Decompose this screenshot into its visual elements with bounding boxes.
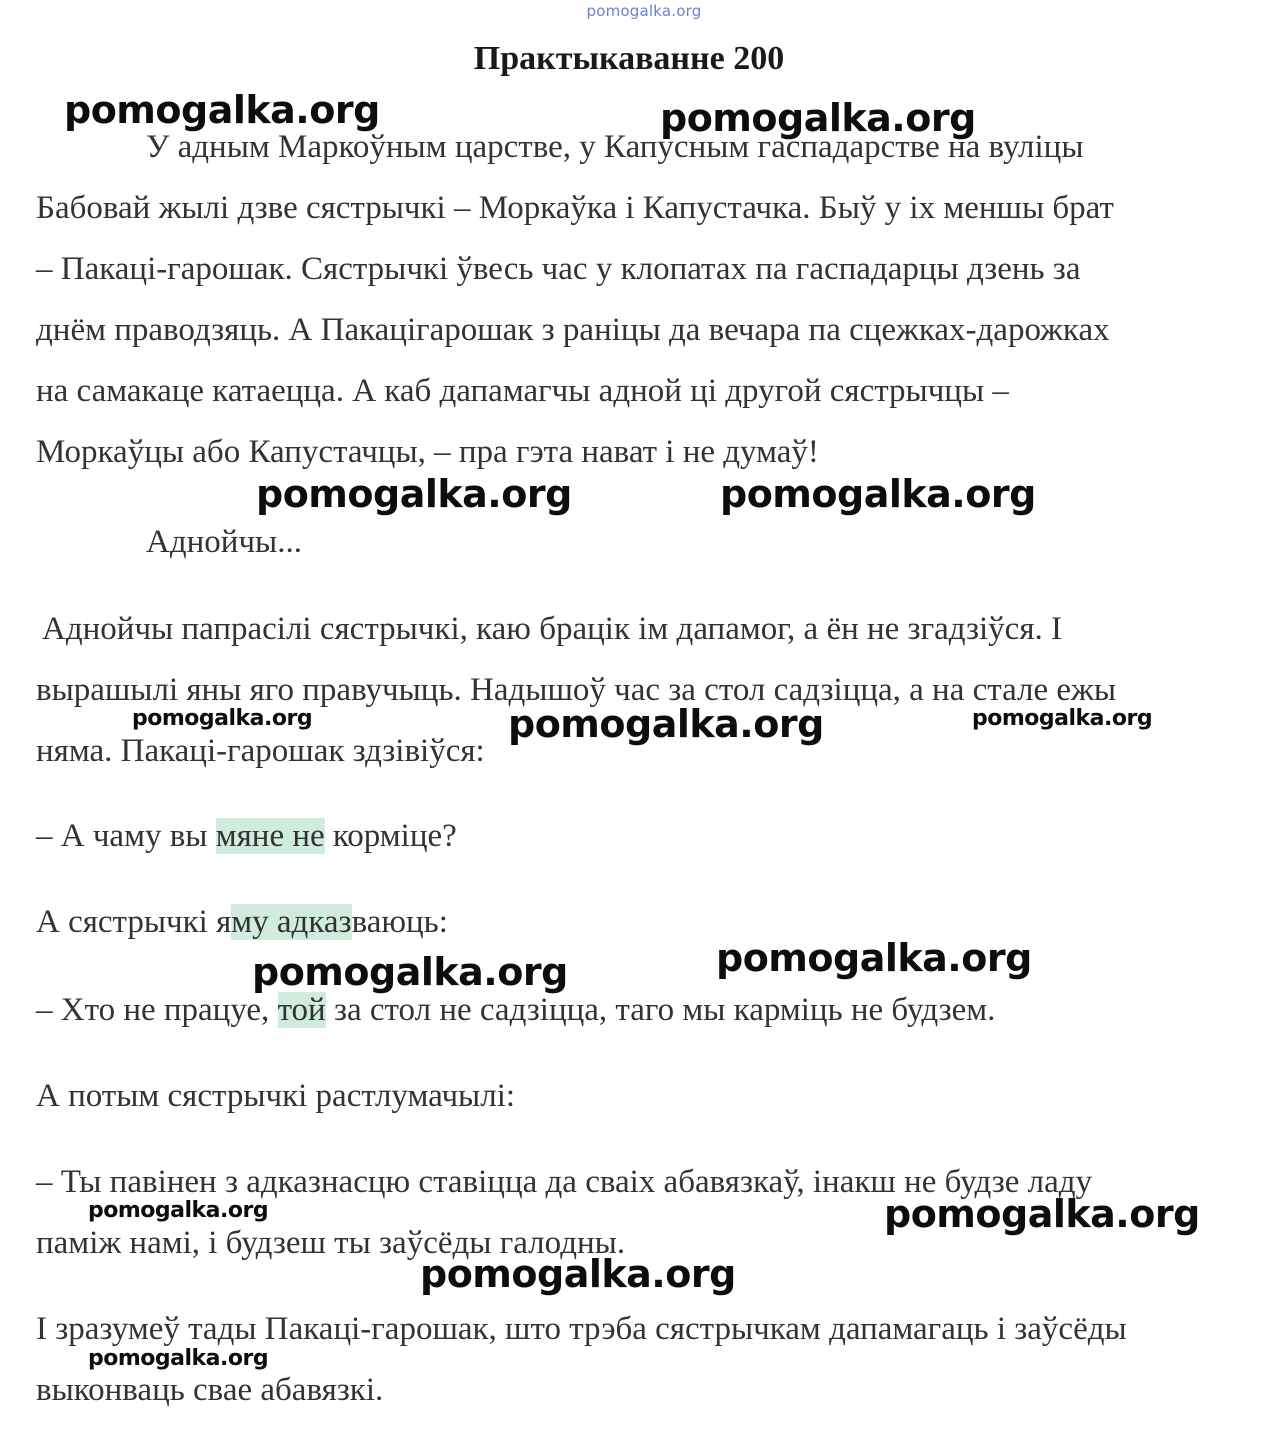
- watermark: pomogalka.org: [420, 1252, 736, 1296]
- text-line: на самакаце катаецца. А каб дапамагчы адной ці другой сястрычцы –: [36, 373, 1009, 409]
- watermark: pomogalka.org: [660, 96, 976, 140]
- watermark: pomogalka.org: [508, 702, 824, 746]
- text-line: У адным Маркоўным царстве, у Капусным гаспадарстве на вуліцы: [146, 129, 1084, 165]
- text-segment: за стол не садзіцца, таго мы карміць не будзем.: [325, 992, 996, 1028]
- highlighted-text: мяне не: [215, 818, 325, 854]
- page-title: Практыкаванне 200: [473, 40, 785, 77]
- text-line: [36, 892, 1236, 953]
- text-line: няма. Пакаці-гарошак здзівіўся:: [36, 733, 485, 769]
- watermark: pomogalka.org: [720, 472, 1036, 516]
- watermark: pomogalka.org: [64, 88, 380, 132]
- text-line: Моркаўцы або Капустачцы, – пра гэта нават і не думаў!: [36, 434, 819, 470]
- paragraph-once: [36, 512, 1236, 573]
- text-line: паміж намі, і будзеш ты заўсёды галодны.: [36, 1225, 626, 1261]
- text-line: Аднойчы папрасілі сястрычкі, каю брацік ім дапамог, а ён не згадзіўся. І: [42, 611, 1062, 647]
- top-watermark: pomogalka.org: [586, 2, 702, 20]
- watermark: pomogalka.org: [132, 706, 313, 731]
- text-line: вырашылі яны яго правучыць. Надышоў час за стол садзіцца, а на стале ежы: [36, 672, 1117, 708]
- text-line: Аднойчы...: [146, 524, 302, 560]
- watermark: pomogalka.org: [884, 1192, 1200, 1236]
- dialogue-explain-intro: [36, 1066, 1236, 1127]
- text-line: [36, 980, 1236, 1041]
- text-line: – Пакаці-гарошак. Сястрычкі ўвесь час у клопатах па гаспадарцы дзень за: [36, 251, 1081, 287]
- highlighted-text: му адказ: [231, 904, 352, 940]
- text-segment: ваюць:: [351, 904, 448, 940]
- paragraph-intro: [36, 117, 1236, 483]
- text-line: выконваць свае абавязкі.: [36, 1372, 384, 1408]
- watermark: pomogalka.org: [716, 936, 1032, 980]
- dialogue-question: [36, 806, 1236, 867]
- text-segment: корміце?: [324, 818, 457, 854]
- text-segment: – А чаму вы: [36, 818, 216, 854]
- text-line: днём праводзяць. А Пакацігарошак з раніцы да вечара па сцежках-дарожках: [36, 312, 1110, 348]
- watermark: pomogalka.org: [88, 1346, 269, 1371]
- text-segment: А сястрычкі я: [36, 904, 232, 940]
- dialogue-answer: [36, 980, 1236, 1041]
- text-line: [36, 806, 1236, 867]
- watermark: pomogalka.org: [252, 950, 568, 994]
- text-segment: – Хто не працуе,: [36, 992, 278, 1028]
- text-line: А потым сястрычкі растлумачылі:: [36, 1078, 516, 1114]
- watermark: pomogalka.org: [88, 1198, 269, 1223]
- highlighted-text: той: [277, 992, 326, 1028]
- text-line: – Ты павінен з адказнасцю ставіцца да сваіх абавязкаў, інакш не будзе ладу: [36, 1164, 1093, 1200]
- paragraph-story: [36, 599, 1236, 782]
- text-line: І зразумеў тады Пакаці-гарошак, што трэба сястрычкам дапамагаць і заўсёды: [36, 1311, 1127, 1347]
- watermark: pomogalka.org: [256, 472, 572, 516]
- watermark: pomogalka.org: [972, 706, 1153, 731]
- text-line: Бабовай жылі дзве сястрычкі – Моркаўка і Капустачка. Быў у іх меншы брат: [36, 190, 1114, 226]
- dialogue-answer-intro: [36, 892, 1236, 953]
